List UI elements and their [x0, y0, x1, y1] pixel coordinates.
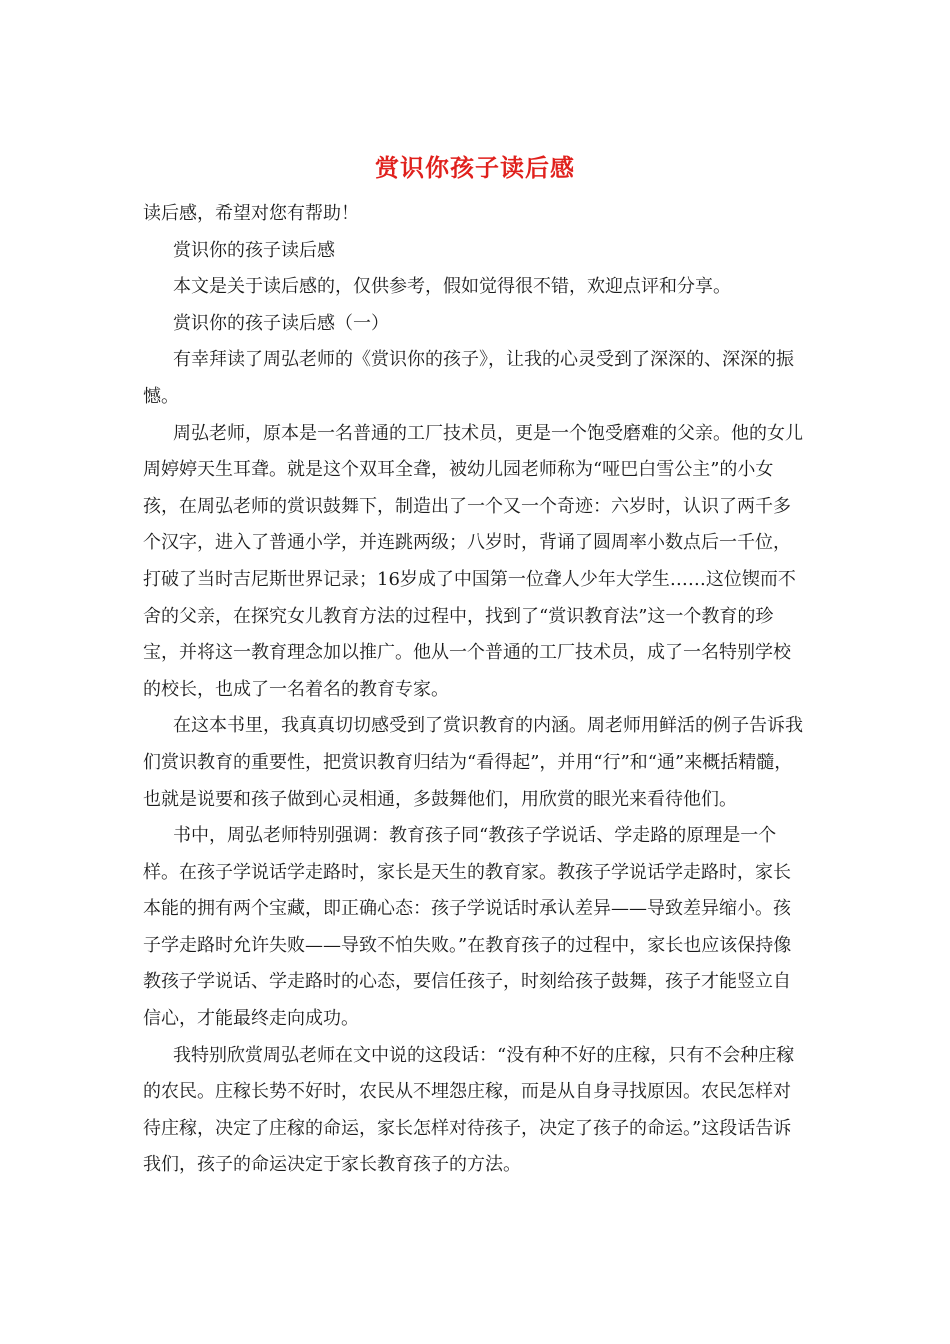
body-paragraph: 我特别欣赏周弘老师在文中说的这段话：“没有种不好的庄稼，只有不会种庄稼的农民。庄稼长势不好时，农民从不埋怨庄稼，而是从自身寻找原因。农民怎样对待庄稼，决定了庄稼的命运，家长怎样对待孩子，决定了孩子的命运。”这段话告诉我们，孩子的命运决定于家长教育孩子的方法。 [143, 1044, 795, 1176]
body-paragraph: 周弘老师，原本是一名普通的工厂技术员，更是一个饱受磨难的父亲。他的女儿周婷婷天生耳聋。就是这个双耳全聋，被幼儿园老师称为“哑巴白雪公主”的小女孩，在周弘老师的赏识鼓舞下，制造出了一个又一个奇迹：六岁时，认识了两千多个汉字，进入了普通小学，并连跳两级；八岁时，背诵了圆周率小数点后一千位，打破了当时吉尼斯世界记录；16岁成了中国第一位聋人少年大学生……这位锲而不舍的父亲，在探究女儿教育方法的过程中，找到了“赏识教育法”这一个教育的珍宝，并将这一教育理念加以推广。他从一个普通的工厂技术员，成了一名特别学校的校长，也成了一名着名的教育专家。 [143, 422, 803, 700]
document-title: 赏识你孩子读后感 [375, 153, 575, 182]
section-heading: 赏识你的孩子读后感（一） [173, 312, 389, 334]
document-body [143, 196, 807, 1184]
intro-line: 读后感，希望对您有帮助！ [143, 203, 359, 224]
body-paragraph: 有幸拜读了周弘老师的《赏识你的孩子》，让我的心灵受到了深深的、深深的振憾。 [143, 349, 794, 407]
disclaimer-paragraph: 本文是关于读后感的，仅供参考，假如觉得很不错，欢迎点评和分享。 [173, 276, 731, 298]
body-paragraph: 在这本书里，我真真切切感受到了赏识教育的内涵。周老师用鲜活的例子告诉我们赏识教育的重要性，把赏识教育归结为“看得起”，并用“行”和“通”来概括精髓，也就是说要和孩子做到心灵相通，多鼓舞他们，用欣赏的眼光来看待他们。 [143, 715, 803, 810]
subtitle-paragraph: 赏识你的孩子读后感 [173, 239, 335, 261]
body-paragraph: 书中，周弘老师特别强调：教育孩子同“教孩子学说话、学走路的原理是一个样。在孩子学说话学走路时，家长是天生的教育家。教孩子学说话学走路时，家长本能的拥有两个宝藏，即正确心态：孩子学说话时承认差异——导致差异缩小。孩子学走路时允许失败——导致不怕失败。”在教育孩子的过程中，家长也应该保持像教孩子学说话、学走路时的心态，要信任孩子，时刻给孩子鼓舞，孩子才能竖立自信心，才能最终走向成功。 [143, 825, 792, 1030]
